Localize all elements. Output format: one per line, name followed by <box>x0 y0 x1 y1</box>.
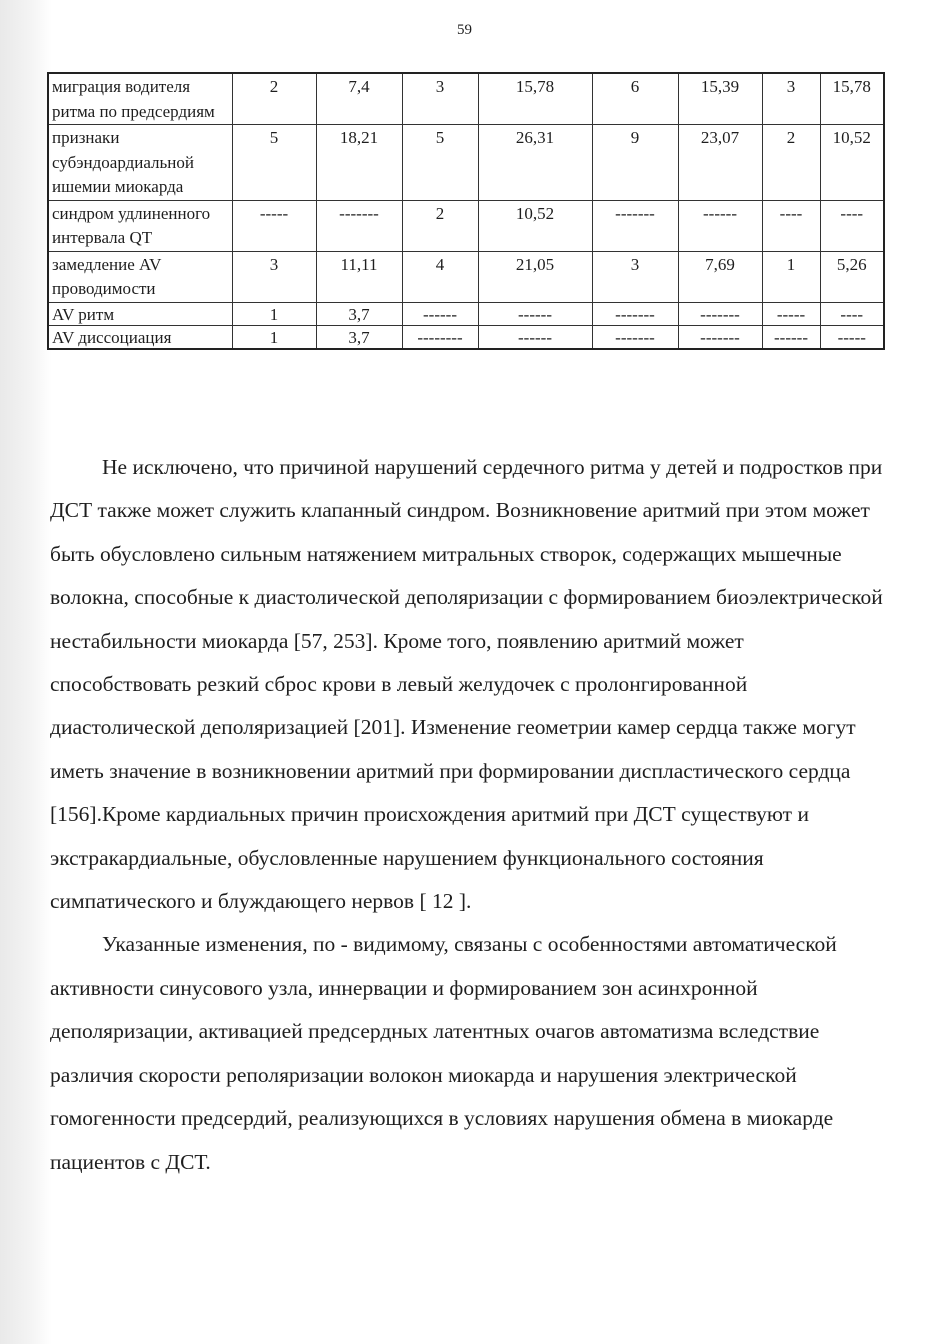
paragraph <box>50 923 890 1183</box>
row-label: замедление AV проводимости <box>48 251 232 302</box>
page-number: 59 <box>457 22 472 38</box>
table-cell: 3 <box>592 251 678 302</box>
table-row <box>48 73 884 125</box>
row-label: миграция водителя ритма по предсердиям <box>48 73 232 125</box>
table-cell: 7,4 <box>316 73 402 125</box>
table-cell: 1 <box>232 302 316 325</box>
row-label: AV диссоциация <box>48 325 232 349</box>
table-cell: 5 <box>402 125 478 201</box>
table-cell: ------ <box>762 325 820 349</box>
table-cell: 2 <box>232 73 316 125</box>
table-cell: -------- <box>402 325 478 349</box>
table-cell: ------ <box>678 200 762 251</box>
table-cell: 6 <box>592 73 678 125</box>
table-cell: 4 <box>402 251 478 302</box>
table-cell: ---- <box>820 200 884 251</box>
table-row <box>48 251 884 302</box>
table-cell: 3,7 <box>316 325 402 349</box>
table-row <box>48 200 884 251</box>
table-cell: ----- <box>820 325 884 349</box>
table-cell: ------- <box>316 200 402 251</box>
table-cell: 3 <box>762 73 820 125</box>
table-cell: ------ <box>478 325 592 349</box>
table-row <box>48 325 884 349</box>
table-cell: 15,78 <box>478 73 592 125</box>
table-cell: 2 <box>402 200 478 251</box>
table-cell: 1 <box>762 251 820 302</box>
paragraph <box>50 446 890 923</box>
table-cell: 2 <box>762 125 820 201</box>
table-cell: ---- <box>820 302 884 325</box>
row-label: признаки субэндоардиальной ишемии миокарда <box>48 125 232 201</box>
arrhythmia-table <box>47 72 885 350</box>
table-cell: ---- <box>762 200 820 251</box>
table-cell: 9 <box>592 125 678 201</box>
table-cell: 5,26 <box>820 251 884 302</box>
table-cell: 10,52 <box>478 200 592 251</box>
table-cell: ----- <box>762 302 820 325</box>
table-cell: ----- <box>232 200 316 251</box>
paragraph-text: Не исключено, что причиной нарушений сердечного ритма у детей и подростков при ДСТ также может служить клапанный синдром. Возникновение аритмий при этом может быть обусловлено сильным натяжением митральных створок, содержащих мышечные волокна, способные к диастолической деполяризации с формированием биоэлектрической нестабильности миокарда [57, 253]. Кроме того, появлению аритмий может способствовать резкий сброс крови в левый желудочек с пролонгированной диастолической деполяризацией [201]. Изменение геометрии камер сердца также могут иметь значение в возникновении аритмий при формировании диспластического сердца [156].Кроме кардиальных причин происхождения аритмий при ДСТ существуют и экстракардиальные, обусловленные нарушением функционального состояния симпатического и блуждающего нервов [ 12 ]. <box>50 455 883 914</box>
table-cell: 15,78 <box>820 73 884 125</box>
table-cell: ------- <box>592 325 678 349</box>
table-cell: ------- <box>592 302 678 325</box>
table-cell: 3,7 <box>316 302 402 325</box>
table-cell: 18,21 <box>316 125 402 201</box>
table-cell: 21,05 <box>478 251 592 302</box>
table-cell: 7,69 <box>678 251 762 302</box>
table-cell: 5 <box>232 125 316 201</box>
table-cell: ------- <box>678 302 762 325</box>
table-cell: ------ <box>402 302 478 325</box>
row-label: AV ритм <box>48 302 232 325</box>
table-row <box>48 302 884 325</box>
table-cell: 10,52 <box>820 125 884 201</box>
table-cell: 3 <box>402 73 478 125</box>
table-cell: ------- <box>678 325 762 349</box>
table-cell: 3 <box>232 251 316 302</box>
table-cell: 1 <box>232 325 316 349</box>
table-cell: 11,11 <box>316 251 402 302</box>
table-cell: ------ <box>478 302 592 325</box>
scan-edge-shadow <box>0 0 52 1344</box>
body-text <box>50 446 890 1184</box>
table-cell: 15,39 <box>678 73 762 125</box>
paragraph-text: Указанные изменения, по - видимому, связаны с особенностями автоматической активности синусового узла, иннервации и формированием зон асинхронной деполяризации, активацией предсердных латентных очагов автоматизма вследствие различия скорости реполяризации волокон миокарда и нарушения электрической гомогенности предсердий, реализующихся в условиях нарушения обмена в миокарде пациентов с ДСТ. <box>50 932 837 1174</box>
table-cell: 26,31 <box>478 125 592 201</box>
table-row <box>48 125 884 201</box>
row-label: синдром удлиненного интервала QT <box>48 200 232 251</box>
table-cell: 23,07 <box>678 125 762 201</box>
table-cell: ------- <box>592 200 678 251</box>
